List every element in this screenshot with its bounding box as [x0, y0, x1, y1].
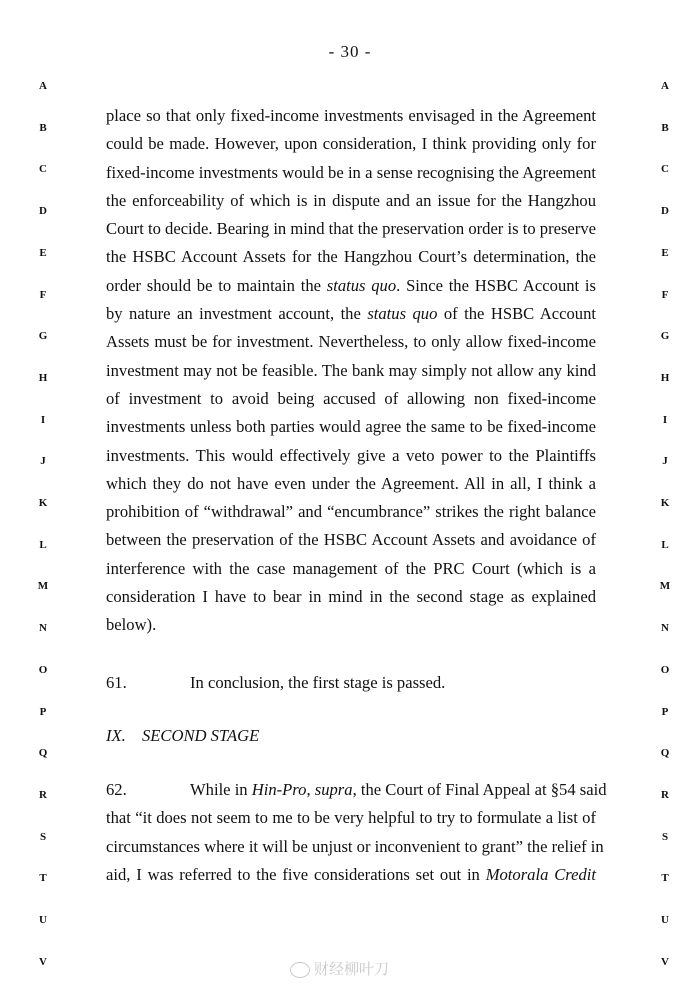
margin-letter-t: T — [661, 872, 669, 885]
margin-letter-e: E — [39, 246, 47, 259]
margin-letter-q: Q — [38, 747, 48, 760]
margin-letter-f: F — [661, 288, 669, 301]
margin-letter-u: U — [661, 914, 669, 926]
margin-letter-m: M — [37, 580, 49, 593]
text-line: prohibition of “withdrawal” and “encumbrance” strikes the right balance — [106, 502, 596, 522]
margin-letter-d: D — [661, 205, 669, 218]
text-line: the enforceability of which is in dispute and an issue for the Hangzhou — [106, 190, 596, 210]
text-line: interference with the case management of the PRC Court (which is a — [106, 558, 596, 578]
margin-letter-a: A — [661, 80, 669, 92]
margin-letter-d: D — [39, 205, 47, 218]
text-line: below). — [106, 615, 157, 635]
right-margin-letters — [650, 0, 680, 990]
margin-letter-r: R — [39, 788, 47, 801]
text-line — [106, 861, 596, 889]
margin-letter-f: F — [39, 288, 47, 301]
text-line: of investment to avoid being accused of allowing non fixed-income — [106, 388, 596, 408]
text-segment: of the HSBC Account — [437, 304, 596, 324]
margin-letter-i: I — [40, 413, 46, 426]
text-segment: While in — [190, 780, 252, 799]
section-title: SECOND STAGE — [142, 726, 260, 745]
margin-letter-g: G — [38, 330, 48, 343]
margin-letter-h: H — [660, 371, 670, 384]
margin-letter-k: K — [660, 497, 670, 509]
margin-letter-s: S — [661, 830, 669, 843]
text-line: investment may not be feasible. The bank may simply not allow any kind — [106, 360, 596, 380]
page-number: - 30 - — [328, 42, 372, 61]
margin-letter-t: T — [39, 872, 47, 885]
margin-letter-q: Q — [660, 747, 670, 760]
text-line-status-quo-2 — [106, 300, 596, 328]
margin-letter-o: O — [660, 663, 670, 676]
text-segment: aid, I was referred to the five considerations set out in — [106, 864, 486, 884]
text-line-status-quo-1 — [106, 272, 596, 300]
text-line: investments. This would effectively give a veto power to the Plaintiffs — [106, 445, 596, 465]
watermark — [290, 958, 389, 979]
margin-letter-j: J — [40, 455, 46, 468]
section-heading — [106, 722, 259, 750]
margin-letter-o: O — [38, 663, 48, 676]
weibo-icon — [290, 962, 310, 978]
section-number: IX. — [106, 726, 126, 745]
text-line: which they do not have even under the Agreement. All in all, I think a — [106, 473, 596, 493]
text-segment: , — [306, 780, 315, 799]
text-segment: . Since the HSBC Account is — [396, 275, 596, 295]
text-line: investments unless both parties would agree the same to be fixed-income — [106, 417, 596, 437]
margin-letter-n: N — [39, 622, 47, 635]
case-name: Hin-Pro — [251, 780, 307, 799]
paragraph-number: 62. — [106, 780, 127, 799]
text-segment: , the Court of Final Appeal at §54 said — [352, 780, 607, 799]
text-line: place so that only fixed-income investments envisaged in the Agreement — [106, 106, 596, 125]
margin-letter-v: V — [39, 955, 47, 968]
text-line: between the preservation of the HSBC Account Assets and avoidance of — [106, 530, 596, 550]
paragraph-continued — [106, 102, 596, 640]
margin-letter-r: R — [661, 788, 669, 801]
margin-letter-m: M — [659, 580, 671, 593]
margin-letter-c: C — [661, 163, 669, 176]
text-line: Court to decide. Bearing in mind that the preservation order is to preserve — [106, 219, 596, 239]
margin-letter-l: L — [661, 538, 669, 551]
margin-letter-i: I — [662, 413, 668, 426]
text-segment: by nature an investment account, the — [106, 304, 368, 324]
margin-letter-p: P — [661, 705, 669, 718]
text-line: the HSBC Account Assets for the Hangzhou Court’s determination, the — [106, 247, 596, 267]
margin-letter-e: E — [661, 246, 669, 259]
text-line — [106, 776, 607, 804]
margin-letter-v: V — [661, 955, 669, 968]
text-line: fixed-income investments would be in a sense recognising the Agreement — [106, 162, 596, 182]
margin-letter-k: K — [38, 497, 48, 509]
margin-letter-p: P — [39, 705, 47, 718]
margin-letter-l: L — [39, 538, 47, 551]
paragraph-61 — [106, 669, 596, 697]
text-line: that “it does not seem to me to be very helpful to try to formulate a list of — [106, 808, 596, 828]
margin-letter-b: B — [39, 121, 47, 134]
italic-term: supra — [314, 780, 353, 799]
left-margin-letters — [28, 0, 58, 990]
text-line: consideration I have to bear in mind in the second stage as explained — [106, 587, 596, 607]
paragraph-text: In conclusion, the first stage is passed. — [190, 673, 446, 692]
text-line: could be made. However, upon consideration, I think providing only for — [106, 134, 596, 154]
margin-letter-s: S — [39, 830, 47, 843]
italic-term: status quo — [367, 304, 438, 324]
margin-letter-b: B — [661, 121, 669, 134]
case-name: Motorala Credit — [485, 864, 596, 884]
italic-term: status quo — [326, 275, 397, 295]
margin-letter-h: H — [38, 371, 48, 384]
text-segment: order should be to maintain the — [106, 275, 327, 295]
paragraph-62 — [106, 776, 607, 889]
margin-letter-u: U — [39, 914, 47, 926]
margin-letter-n: N — [661, 622, 669, 635]
text-line: Assets must be for investment. Nevertheless, to only allow fixed-income — [106, 332, 596, 352]
watermark-text: 财经柳叶刀 — [314, 960, 390, 978]
margin-letter-g: G — [660, 330, 670, 343]
margin-letter-j: J — [662, 455, 668, 468]
margin-letter-a: A — [39, 80, 47, 92]
margin-letter-c: C — [39, 163, 47, 176]
text-line: circumstances where it will be unjust or inconvenient to grant” the relief in — [106, 836, 604, 856]
paragraph-number: 61. — [106, 673, 127, 692]
